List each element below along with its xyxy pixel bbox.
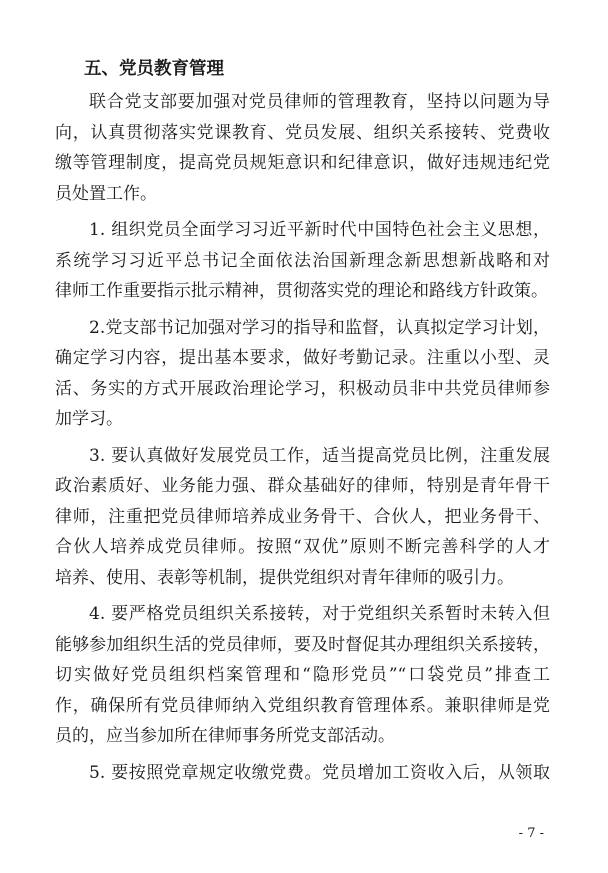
text-line: 确定学习内容，提出基本要求，做好考勤记录。注重以小型、灵: [55, 348, 550, 368]
body-text: [55, 87, 550, 794]
section-heading: 五、党员教育管理: [84, 59, 224, 79]
paragraph: [55, 87, 550, 209]
paragraph: [55, 599, 550, 752]
text-line: 1. 组织党员全面学习习近平新时代中国特色社会主义思想，: [89, 220, 550, 240]
text-line: 合伙人培养成党员律师。按照“双优”原则不断完善科学的人才: [55, 537, 550, 557]
paragraph: [55, 758, 550, 789]
text-line: 能够参加组织生活的党员律师，要及时督促其办理组织关系接转，: [55, 634, 550, 655]
text-line: 员处置工作。: [55, 183, 157, 204]
text-line: 加学习。: [55, 409, 123, 429]
text-line: 律师工作重要指示批示精神，贯彻落实党的理论和路线方针政策。: [55, 281, 548, 301]
text-line: 5. 要按照党章规定收缴党费。党员增加工资收入后，从领取: [89, 762, 550, 783]
page-number: - 7 -: [518, 826, 544, 841]
text-line: 3. 要认真做好发展党员工作，适当提高党员比例，注重发展: [89, 445, 550, 466]
text-line: 培养、使用、表彰等机制，提供党组织对青年律师的吸引力。: [55, 567, 514, 588]
paragraph: [55, 441, 550, 594]
text-line: 向，认真贯彻落实党课教育、党员发展、组织关系接转、党费收: [55, 122, 550, 143]
text-line: 作，确保所有党员律师纳入党组织教育管理体系。兼职律师是党: [55, 695, 550, 716]
text-line: 系统学习习近平总书记全面依法治国新理念新思想新战略和对: [55, 250, 550, 271]
text-line: 2.党支部书记加强对学习的指导和监督，认真拟定学习计划，: [89, 317, 550, 338]
text-line: 政治素质好、业务能力强、群众基础好的律师，特别是青年骨干: [55, 476, 550, 496]
text-line: 员的，应当参加所在律师事务所党支部活动。: [55, 726, 395, 746]
text-line: 缴等管理制度，提高党员规矩意识和纪律意识，做好违规违纪党: [55, 153, 550, 173]
text-line: 活、务实的方式开展政治理论学习，积极动员非中共党员律师参: [55, 378, 550, 399]
text-line: 4. 要严格党员组织关系接转，对于党组织关系暂时未转入但: [89, 604, 550, 624]
paragraph: [55, 313, 550, 435]
text-line: 联合党支部要加强对党员律师的管理教育，坚持以问题为导: [89, 92, 550, 112]
text-line: 切实做好党员组织档案管理和“隐形党员”“口袋党员”排查工: [55, 665, 550, 685]
text-line: 律师，注重把党员律师培养成业务骨干、合伙人，把业务骨干、: [55, 506, 550, 527]
paragraph: [55, 215, 550, 307]
